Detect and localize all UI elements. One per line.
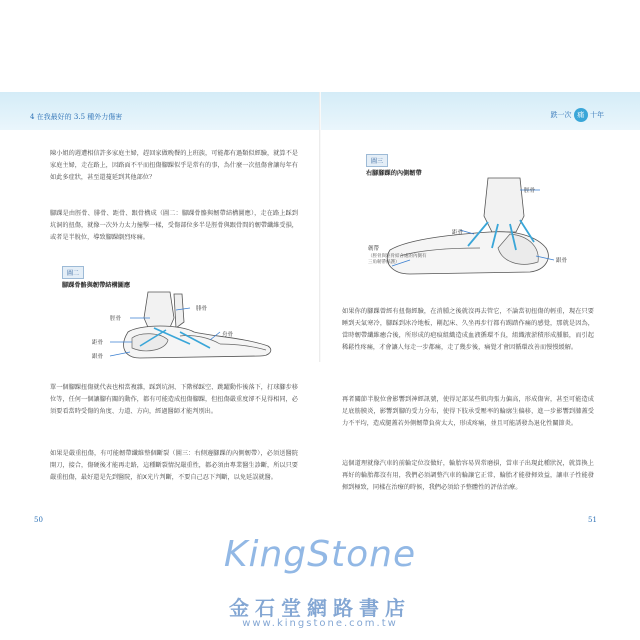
watermark-brand: KingStone	[223, 534, 417, 575]
book-title-header	[551, 108, 604, 122]
figure-3-label-tibia: 脛骨	[524, 188, 536, 194]
figure-2-label-navicular: 舟骨	[222, 332, 234, 338]
figure-2-tag: 圖二	[62, 266, 84, 279]
figure-2-label-fibula: 腓骨	[196, 306, 208, 312]
right-paragraph-3: 這個道理就像汽車的前輪定位沒做好，輪胎容易異常磨損，當車子出現此種狀況，就算換上再好的輪胎都沒有用，我們必須調整汽車的輪讓它正常，輪胎才能發揮效益，讓車子性能發揮到極致，同樣在治療的時候，我們必須給予整體性的評估治療。	[342, 460, 594, 491]
figure-3-note: （脛骨與距骨結合處的內側有三角韌帶保護）	[368, 254, 427, 265]
figure-2-caption: 腳踝骨骼與韌帶結構圖應	[62, 282, 131, 289]
figure-3-tag: 圖三	[366, 154, 388, 167]
watermark-url: www.kingstone.com.tw	[242, 618, 398, 629]
figure-2-label-talus: 距骨	[92, 340, 104, 346]
figure-3-label-ligament: 韌帶	[368, 246, 380, 252]
page-gutter	[319, 92, 321, 362]
figure-3-label-talus: 距骨	[452, 230, 464, 236]
left-paragraph-1: 陳小姐的週遭相信許多家庭主婦，趕回家做晚餐的上班族，可能都有過類似經驗，就算不是家庭主婦，走在路上，因路面不平而扭傷腳踝似乎是常有的事，為什麼一次扭傷會讓每年有如此多症狀，甚至還蔓延到其他部位？	[50, 150, 298, 181]
left-paragraph-3: 單一個腳踝扭傷就代表也相當複雜，踩到坑洞、下階梯踩空、跳躍動作後落下，打球腳步移位等，任何一個讓腳有關的動作，都有可能造成扭傷腳踝，但扭傷嚴重度卻不見得相同，必須要看當時受傷的角度、力道、方向，經過醫師才能判別出。	[50, 384, 298, 415]
book-title-pre: 跌一次	[550, 111, 572, 119]
left-paragraph-4: 如果是嚴重扭傷，有可能韌帶纖維整個斷裂（圖三：右側邊腳踝的內側韌帶），必須送醫院開刀，接合，傷硬後才能再走路，這種斷裂情況嚴重性，都必須由專業醫生診斷，所以只要嚴重扭傷，最好還是先到醫院，拍X光片判斷，不要自己忍下判斷，以免延誤就醫。	[50, 450, 298, 481]
ankle-ligament-illustration	[370, 176, 570, 286]
page-number-left: 50	[34, 516, 43, 524]
right-paragraph-1: 如果你的腳踝曾經有扭傷經驗，在消腫之後就沒再去管它，不論當初扭傷的輕重，現在只要睡到天氣寒冷，腳踩到冰冷地板，剛起床、久坐再步行都有踢踏作痛的感覺，那就是因為，當時韌帶纖維癒合後，所形成的疤痕組織造成血液循環不良，組織液淤積形成腫脹，而引起稀鬆性疼痛，才會讓人每走一步都痛，走了幾步後，痛覺才會因循環改善而慢慢緩解。	[342, 308, 594, 351]
figure-2-label-tibia: 脛骨	[110, 316, 122, 322]
chapter-header: 4 在我最好的 3.5 種外力傷害	[30, 113, 123, 121]
book-title-highlight: 痛	[574, 108, 588, 122]
page-number-right: 51	[588, 516, 597, 524]
watermark-chinese: 金石堂網路書店	[229, 596, 411, 620]
figure-3-caption: 右腳腳踝的內側韌帶	[366, 170, 422, 177]
right-paragraph-2: 再者關節半脫位會影響到神經訊號，使得足部某些肌肉張力偏高，形成傷害，甚至可能造成足底筋膜炎，影響到腳的受力分布，使得下肢承受壓率的輪廓生偏移，進一步影響到膝蓋受力不平均，造成腿蓋若外側韌帶負荷太大，形成疼痛，並且可能誘發為退化性關節炎。	[342, 396, 594, 427]
left-paragraph-2: 腳踝是由脛骨、腓骨、距骨、跟骨構成（圖二：腳踝骨骼與韌帶結構圖應），走在路上踩到坑洞的扭傷，就像一次外力太力撞擊一樣，受傷部位多半是脛骨與跟骨間的韌帶纖維受損，或者是半脫位，導致腳踝劇烈疼痛。	[50, 210, 298, 241]
figure-2-label-calcaneus: 跟骨	[92, 354, 104, 360]
book-title-post: 十年	[590, 111, 604, 119]
figure-3-label-calcaneus: 跟骨	[556, 258, 568, 264]
